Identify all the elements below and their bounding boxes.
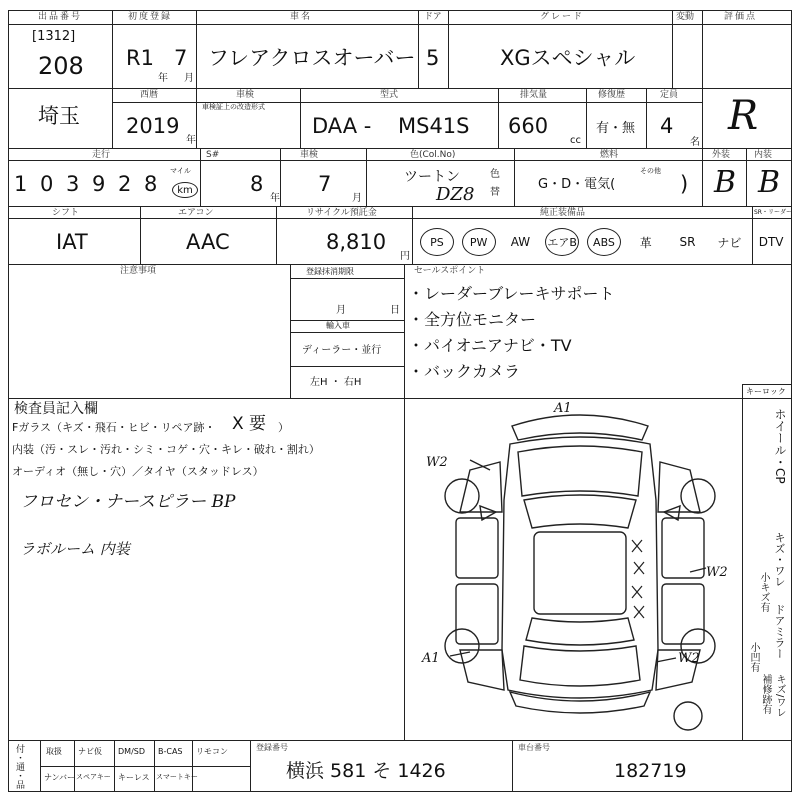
first-reg-month: 7 bbox=[174, 46, 188, 70]
color-mark: 色 bbox=[490, 169, 500, 180]
color-code: DZ8 bbox=[436, 184, 475, 205]
shaken-year: 8 bbox=[250, 172, 264, 196]
equipment-item bbox=[708, 222, 750, 262]
chassis-label: 車台番号 bbox=[518, 743, 550, 752]
car-damage-diagram bbox=[420, 400, 740, 736]
first-reg-era: R1 bbox=[126, 46, 154, 70]
damage-x-marks bbox=[632, 540, 644, 618]
sales-label: セールスポイント bbox=[414, 266, 486, 276]
side-legend bbox=[748, 404, 788, 738]
aircon-label: エアコン bbox=[178, 208, 214, 218]
dealer-value: ディーラー・並行 bbox=[302, 345, 382, 356]
month-suffix: 月 bbox=[184, 73, 194, 84]
footer-dm-sd: DM/SD bbox=[118, 747, 145, 756]
lot-number: 208 bbox=[38, 52, 84, 80]
shaken-year-suffix: 年 bbox=[270, 193, 280, 204]
mark-a1-rear-left: A1 bbox=[422, 651, 440, 666]
equipment-item bbox=[583, 222, 625, 262]
rear-window bbox=[526, 618, 634, 645]
equipment-item bbox=[416, 222, 458, 262]
side-text: キズ/ワレ bbox=[774, 674, 785, 718]
score-value: R bbox=[728, 93, 759, 139]
left-front-wheel bbox=[445, 479, 479, 513]
fuel-close: ) bbox=[680, 172, 689, 196]
import-note: 車検証上の改造形式 bbox=[202, 103, 265, 111]
score-label: 評価点 bbox=[724, 12, 758, 22]
year-suffix: 年 bbox=[158, 73, 168, 84]
shaken-month: 7 bbox=[318, 172, 332, 196]
reg-number: 横浜 581 そ 1426 bbox=[286, 760, 446, 782]
equipment-label: ABS bbox=[587, 228, 621, 256]
footer-smart-key: スマートキー bbox=[156, 773, 198, 781]
fuel-other: その他 bbox=[640, 167, 661, 175]
color-label: 色(Col.No) bbox=[410, 150, 456, 160]
exterior-grade: B bbox=[714, 165, 737, 200]
sales-point: ・レーダーブレーキサポート bbox=[408, 284, 615, 303]
handle-value: 左H ・ 右H bbox=[310, 377, 362, 388]
inspector-line1-mark: X 要 bbox=[232, 414, 267, 434]
side-text: 小キズ有 bbox=[758, 572, 769, 612]
model-label: 型式 bbox=[380, 90, 399, 100]
inspector-line3: オーディオ（無し・穴）／タイヤ（スタッドレス） bbox=[12, 465, 264, 478]
interior-label: 内装 bbox=[754, 150, 773, 160]
capacity-suffix: 名 bbox=[690, 137, 700, 148]
inspector-line2: 内装（汚・スレ・汚れ・シミ・コゲ・穴・キレ・破れ・割れ） bbox=[12, 443, 320, 456]
mileage-digit: 3 bbox=[66, 172, 80, 196]
shift-label: シフト bbox=[52, 208, 80, 218]
auction-no-label: 出品番号 bbox=[38, 12, 83, 22]
left-rear-door bbox=[456, 584, 498, 644]
left-front-door bbox=[456, 518, 498, 578]
mileage-digit: 0 bbox=[40, 172, 54, 196]
grade-name: XGスペシャル bbox=[500, 46, 636, 70]
equipment-label: AW bbox=[510, 235, 531, 249]
inspector-line1: Fガラス（キズ・飛石・ヒビ・リペア跡・ bbox=[12, 421, 216, 434]
first-reg-label: 初度登録 bbox=[128, 12, 173, 22]
car-name: フレアクロスオーバー bbox=[208, 46, 416, 70]
inspector-line1-close: ） bbox=[278, 421, 289, 434]
sales-point: ・パイオニアナビ・TV bbox=[408, 336, 572, 355]
km-unit: km bbox=[172, 182, 198, 198]
handwritten-note-1: フロセン・ナースピラー BP bbox=[20, 492, 236, 512]
year-label: 西暦 bbox=[140, 90, 159, 100]
left-rear-fender bbox=[460, 650, 504, 690]
equipment-label: ナビ bbox=[717, 235, 742, 250]
spare-tire bbox=[674, 702, 702, 730]
reg-date-label: 登録抹消期限 bbox=[306, 267, 354, 276]
mileage-digit: 9 bbox=[92, 172, 106, 196]
equipment-label: 革 bbox=[639, 235, 652, 250]
side-text: ホイール・CP bbox=[773, 408, 787, 484]
side-text: 補修跡有 bbox=[760, 674, 771, 714]
equipment-label: PS bbox=[420, 228, 454, 256]
recycle-suffix: 円 bbox=[400, 251, 410, 262]
door-count: 5 bbox=[426, 46, 440, 70]
equipment-label: 純正装備品 bbox=[540, 208, 586, 218]
windshield bbox=[524, 495, 636, 528]
mileage-digit: 2 bbox=[118, 172, 132, 196]
interior-grade: B bbox=[758, 165, 781, 200]
inspection-label: 車検 bbox=[236, 90, 255, 100]
import-label: 輸入車 bbox=[326, 321, 350, 330]
side-text: 小凹有 bbox=[748, 642, 759, 672]
aircon-value: AAC bbox=[186, 230, 230, 254]
sharyo-label: S# bbox=[206, 150, 220, 160]
handwritten-note-2: ラボルーム 内装 bbox=[20, 540, 130, 558]
inspector-title: 検査員記入欄 bbox=[14, 401, 98, 417]
capacity-value: 4 bbox=[660, 114, 674, 138]
equipment-item bbox=[458, 222, 500, 262]
equipment-label: エアB bbox=[545, 228, 579, 256]
capacity-label: 定員 bbox=[660, 90, 679, 100]
repair-value: 有・無 bbox=[596, 121, 636, 136]
lot-code: [1312] bbox=[32, 29, 76, 44]
equipment-item bbox=[625, 222, 667, 262]
change-mark: 替 bbox=[490, 187, 500, 198]
shift-value: IAT bbox=[56, 230, 88, 254]
fuel-value: G・D・電気( bbox=[538, 177, 616, 192]
mile-unit: マイル bbox=[170, 167, 191, 175]
roof bbox=[534, 532, 626, 614]
door-label: ドア bbox=[424, 12, 442, 22]
notes-label: 注意事項 bbox=[120, 266, 157, 276]
equipment-label: PW bbox=[462, 228, 496, 256]
left-front-fender bbox=[460, 462, 502, 512]
model-value: MS41S bbox=[398, 114, 470, 138]
sales-point: ・全方位モニター bbox=[408, 310, 537, 329]
equipment-label: DTV bbox=[758, 235, 784, 249]
side-text: キズ・ワレ bbox=[773, 532, 786, 587]
footer-side-label: 付・通・品 bbox=[14, 744, 24, 789]
footer-spare-key: スペアキー bbox=[76, 773, 111, 781]
equipment-label: SR bbox=[679, 235, 696, 249]
hood bbox=[518, 446, 642, 496]
year2-suffix: 年 bbox=[186, 135, 196, 146]
equipment-item bbox=[667, 222, 709, 262]
region-value: 埼玉 bbox=[38, 104, 80, 128]
cc-unit: cc bbox=[570, 135, 581, 146]
sales-point: ・バックカメラ bbox=[408, 362, 521, 381]
key-lock-label: キーロック bbox=[746, 387, 786, 396]
car-body bbox=[502, 437, 658, 698]
car-name-label: 車名 bbox=[290, 12, 313, 22]
footer-handling: 取扱 bbox=[46, 747, 62, 756]
color-value: ツートン bbox=[404, 169, 460, 185]
mark-a1-front: A1 bbox=[554, 401, 572, 416]
right-front-door bbox=[662, 518, 704, 578]
displacement-label: 排気量 bbox=[520, 90, 548, 100]
footer-remote: リモコン bbox=[196, 747, 228, 756]
year-value: 2019 bbox=[126, 114, 180, 138]
right-front-wheel bbox=[681, 479, 715, 513]
right-front-fender bbox=[658, 462, 700, 512]
model-prefix: DAA - bbox=[312, 114, 372, 138]
reg-day: 日 bbox=[390, 305, 400, 316]
change-label: 変動 bbox=[676, 12, 695, 22]
footer-navi: ナビ仮 bbox=[78, 747, 102, 756]
recycle-label: リサイクル預託金 bbox=[306, 208, 377, 218]
fuel-label: 燃料 bbox=[600, 150, 619, 160]
right-rear-door bbox=[662, 584, 704, 644]
shaken-month-suffix: 月 bbox=[352, 193, 362, 204]
grade-label: グレード bbox=[540, 12, 585, 22]
footer-keyless: キーレス bbox=[118, 773, 150, 782]
reg-month: 月 bbox=[336, 305, 346, 316]
repair-label: 修復歴 bbox=[598, 90, 626, 100]
equipment-row bbox=[416, 222, 792, 262]
mark-w2-rear-right: W2 bbox=[678, 651, 700, 666]
exterior-label: 外装 bbox=[712, 150, 731, 160]
shaken-label: 車検 bbox=[300, 150, 319, 160]
footer-bcas: B-CAS bbox=[158, 747, 183, 756]
mark-w2-front-left: W2 bbox=[426, 455, 448, 470]
recycle-value: 8,810 bbox=[326, 230, 387, 254]
mileage-label: 走行 bbox=[92, 150, 111, 160]
rear-bumper bbox=[510, 692, 650, 713]
front-bumper bbox=[512, 415, 648, 440]
trunk bbox=[520, 646, 640, 686]
mileage-digit: 8 bbox=[144, 172, 158, 196]
equipment-item bbox=[750, 222, 792, 262]
chassis-number: 182719 bbox=[614, 760, 687, 782]
sr-label: SR・リーダー bbox=[754, 209, 792, 216]
mileage-digit: 1 bbox=[14, 172, 28, 196]
reg-number-label: 登録番号 bbox=[256, 743, 288, 752]
footer-number: ナンバー bbox=[44, 773, 76, 782]
mark-w2-right-door: W2 bbox=[706, 565, 728, 580]
equipment-item bbox=[500, 222, 542, 262]
side-text: ドアミラー bbox=[773, 604, 786, 659]
equipment-item bbox=[541, 222, 583, 262]
displacement-value: 660 bbox=[508, 114, 549, 138]
